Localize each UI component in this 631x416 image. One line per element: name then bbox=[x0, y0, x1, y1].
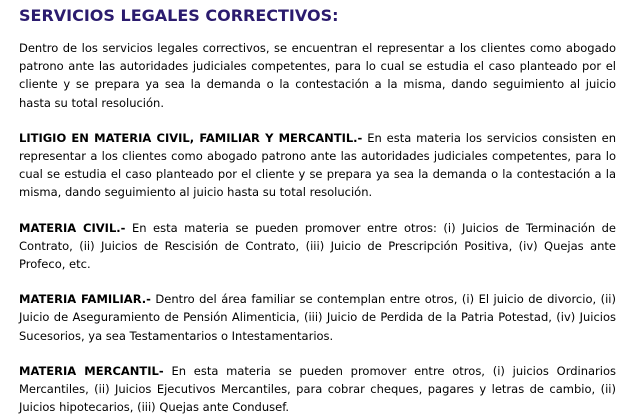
section-civil bbox=[19, 219, 616, 274]
section-litigio bbox=[19, 129, 616, 202]
section-heading-civil: MATERIA CIVIL.- bbox=[19, 220, 126, 235]
section-text-familiar: Dentro del área familiar se contemplan entre otros, (i) El juicio de divorcio, (ii) Juicio de Aseguramiento de Pensión Alimenticia, (iii) Juicio de Perdida de la Patria Potestad, (iv) Juicios Sucesorios, ya sea Testamentarios o Intestamentarios. bbox=[19, 292, 616, 343]
section-heading-mercantil: MATERIA MERCANTIL- bbox=[19, 363, 164, 378]
page-title: SERVICIOS LEGALES CORRECTIVOS: bbox=[19, 6, 339, 25]
section-text-litigio: En esta materia los servicios consisten en representar a los clientes como abogado patrono ante las autoridades judiciales competentes, para lo cual se estudia el caso planteado por el cliente y se prepara ya sea la demanda o la contestación a la misma, dando seguimiento al juicio hasta su total resolución. bbox=[19, 130, 616, 200]
intro-paragraph: Dentro de los servicios legales correctivos, se encuentran el representar a los clientes como abogado patrono ante las autoridades judiciales competentes, para lo cual se estudia el caso planteado por el cliente y se prepara ya sea la demanda o la contestación a la misma, dando seguimiento al juicio hasta su total resolución. bbox=[19, 41, 616, 110]
section-text-mercantil: En esta materia se pueden promover entre otros, (i) juicios Ordinarios Mercantiles, (ii) Juicios Ejecutivos Mercantiles, para cobrar cheques, pagares y letras de cambio, (ii) Juicios hipotecarios, (iii) Quejas ante Condusef. bbox=[19, 363, 617, 415]
section-heading-litigio: LITIGIO EN MATERIA CIVIL, FAMILIAR Y MERCANTIL.- bbox=[19, 130, 363, 145]
section-text-civil: En esta materia se pueden promover entre otros: (i) Juicios de Terminación de Contrato, (ii) Juicios de Rescisión de Contrato, (iii) Juicio de Prescripción Positiva, (iv) Quejas ante Profeco, etc. bbox=[19, 220, 617, 272]
section-heading-familiar: MATERIA FAMILIAR.- bbox=[19, 292, 151, 307]
section-familiar bbox=[19, 290, 616, 345]
